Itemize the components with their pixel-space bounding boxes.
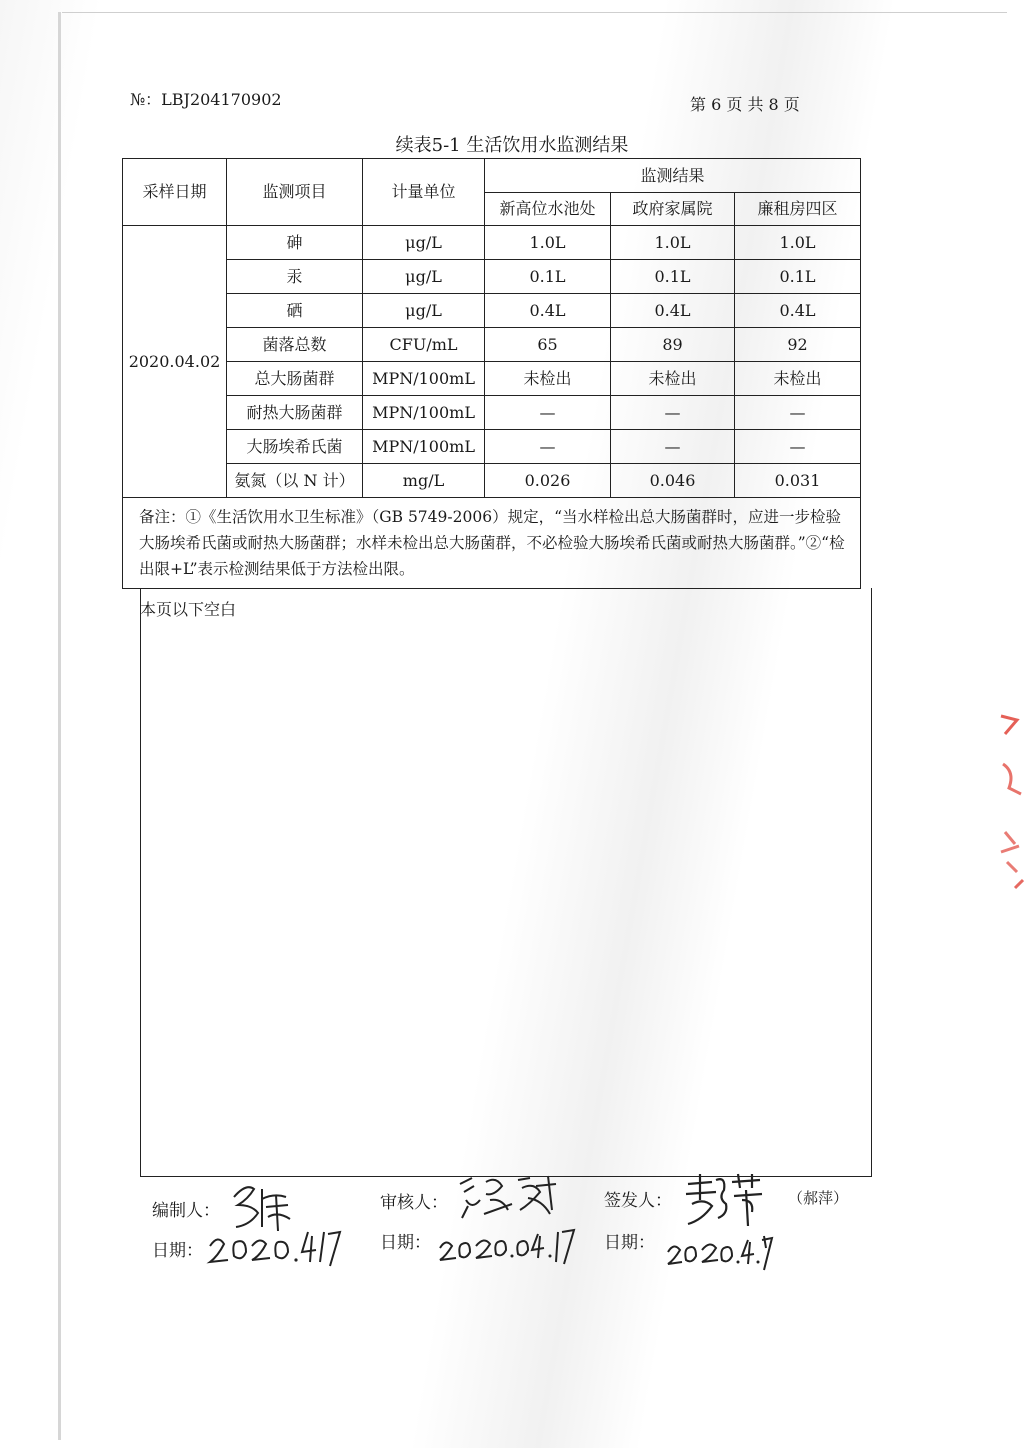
issuer-date-label: 日期： xyxy=(604,1233,655,1253)
item-cell: 硒 xyxy=(227,294,363,328)
value-cell: 1.0L xyxy=(735,226,861,260)
value-cell: 0.026 xyxy=(485,464,611,498)
value-cell: 1.0L xyxy=(485,226,611,260)
value-cell: 0.046 xyxy=(611,464,735,498)
reviewer-signature xyxy=(456,1170,568,1222)
value-cell: — xyxy=(485,396,611,430)
reviewer-date-label: 日期： xyxy=(380,1233,431,1253)
value-cell: 0.4L xyxy=(611,294,735,328)
compiler-handwritten-date xyxy=(204,1222,344,1270)
table-row xyxy=(123,362,861,396)
table-row xyxy=(123,430,861,464)
compiler-date-label: 日期： xyxy=(152,1241,203,1261)
value-cell: — xyxy=(611,396,735,430)
value-cell: 未检出 xyxy=(485,362,611,396)
value-cell: 0.1L xyxy=(735,260,861,294)
value-cell: 0.1L xyxy=(485,260,611,294)
header-results: 监测结果 xyxy=(485,159,861,193)
page-number: 第 6 页 共 8 页 xyxy=(690,95,800,114)
page-top-edge xyxy=(62,12,1007,13)
document-number: №：LBJ204170902 xyxy=(130,90,282,109)
reviewer-handwritten-date xyxy=(436,1222,576,1268)
unit-cell: μg/L xyxy=(363,294,485,328)
unit-cell: μg/L xyxy=(363,226,485,260)
table-row xyxy=(123,464,861,498)
issuer-signature xyxy=(682,1170,766,1230)
value-cell: — xyxy=(735,396,861,430)
value-cell: 65 xyxy=(485,328,611,362)
binding-edge xyxy=(58,12,61,1440)
header-site: 政府家属院 xyxy=(611,193,735,226)
remarks-note: 备注：①《生活饮用水卫生标准》（GB 5749-2006）规定，“当水样检出总大肠菌群时，应进一步检验大肠埃希氏菌或耐热大肠菌群；水样未检出总大肠菌群，不必检验大肠埃希氏菌或耐热大肠菌群。”②“检出限+L”表示检测结果低于方法检出限。 xyxy=(123,498,861,589)
header-site: 廉租房四区 xyxy=(735,193,861,226)
item-cell: 砷 xyxy=(227,226,363,260)
value-cell: — xyxy=(611,430,735,464)
header-sampling-date: 采样日期 xyxy=(123,159,227,226)
unit-cell: μg/L xyxy=(363,260,485,294)
value-cell: 未检出 xyxy=(611,362,735,396)
table-row xyxy=(123,226,861,260)
item-cell: 氨氮（以 N 计） xyxy=(227,464,363,498)
value-cell: 89 xyxy=(611,328,735,362)
value-cell: 0.1L xyxy=(611,260,735,294)
item-cell: 耐热大肠菌群 xyxy=(227,396,363,430)
unit-cell: CFU/mL xyxy=(363,328,485,362)
header-unit: 计量单位 xyxy=(363,159,485,226)
value-cell: — xyxy=(735,430,861,464)
unit-cell: MPN/100mL xyxy=(363,430,485,464)
reviewer-label: 审核人： xyxy=(380,1193,448,1213)
issuer-label: 签发人： xyxy=(604,1191,672,1211)
unit-cell: MPN/100mL xyxy=(363,396,485,430)
item-cell: 总大肠菌群 xyxy=(227,362,363,396)
unit-cell: mg/L xyxy=(363,464,485,498)
unit-cell: MPN/100mL xyxy=(363,362,485,396)
value-cell: 1.0L xyxy=(611,226,735,260)
blank-page-notice: 本页以下空白 xyxy=(140,600,237,619)
value-cell: — xyxy=(485,430,611,464)
blank-area-box xyxy=(140,588,872,1177)
issuer-handwritten-date xyxy=(664,1228,774,1274)
value-cell: 0.4L xyxy=(735,294,861,328)
item-cell: 菌落总数 xyxy=(227,328,363,362)
sampling-date-cell: 2020.04.02 xyxy=(123,226,227,498)
results-table xyxy=(122,158,861,589)
value-cell: 0.031 xyxy=(735,464,861,498)
header-item: 监测项目 xyxy=(227,159,363,226)
value-cell: 未检出 xyxy=(735,362,861,396)
compiler-label: 编制人： xyxy=(152,1201,220,1221)
header-site: 新高位水池处 xyxy=(485,193,611,226)
table-row xyxy=(123,396,861,430)
item-cell: 汞 xyxy=(227,260,363,294)
table-row xyxy=(123,260,861,294)
table-caption: 续表5-1 生活饮用水监测结果 xyxy=(395,135,629,156)
red-seal-stamp xyxy=(995,712,1024,902)
table-row xyxy=(123,328,861,362)
table-row xyxy=(123,294,861,328)
value-cell: 92 xyxy=(735,328,861,362)
issuer-printed-name: （郝萍） xyxy=(788,1189,849,1207)
item-cell: 大肠埃希氏菌 xyxy=(227,430,363,464)
value-cell: 0.4L xyxy=(485,294,611,328)
